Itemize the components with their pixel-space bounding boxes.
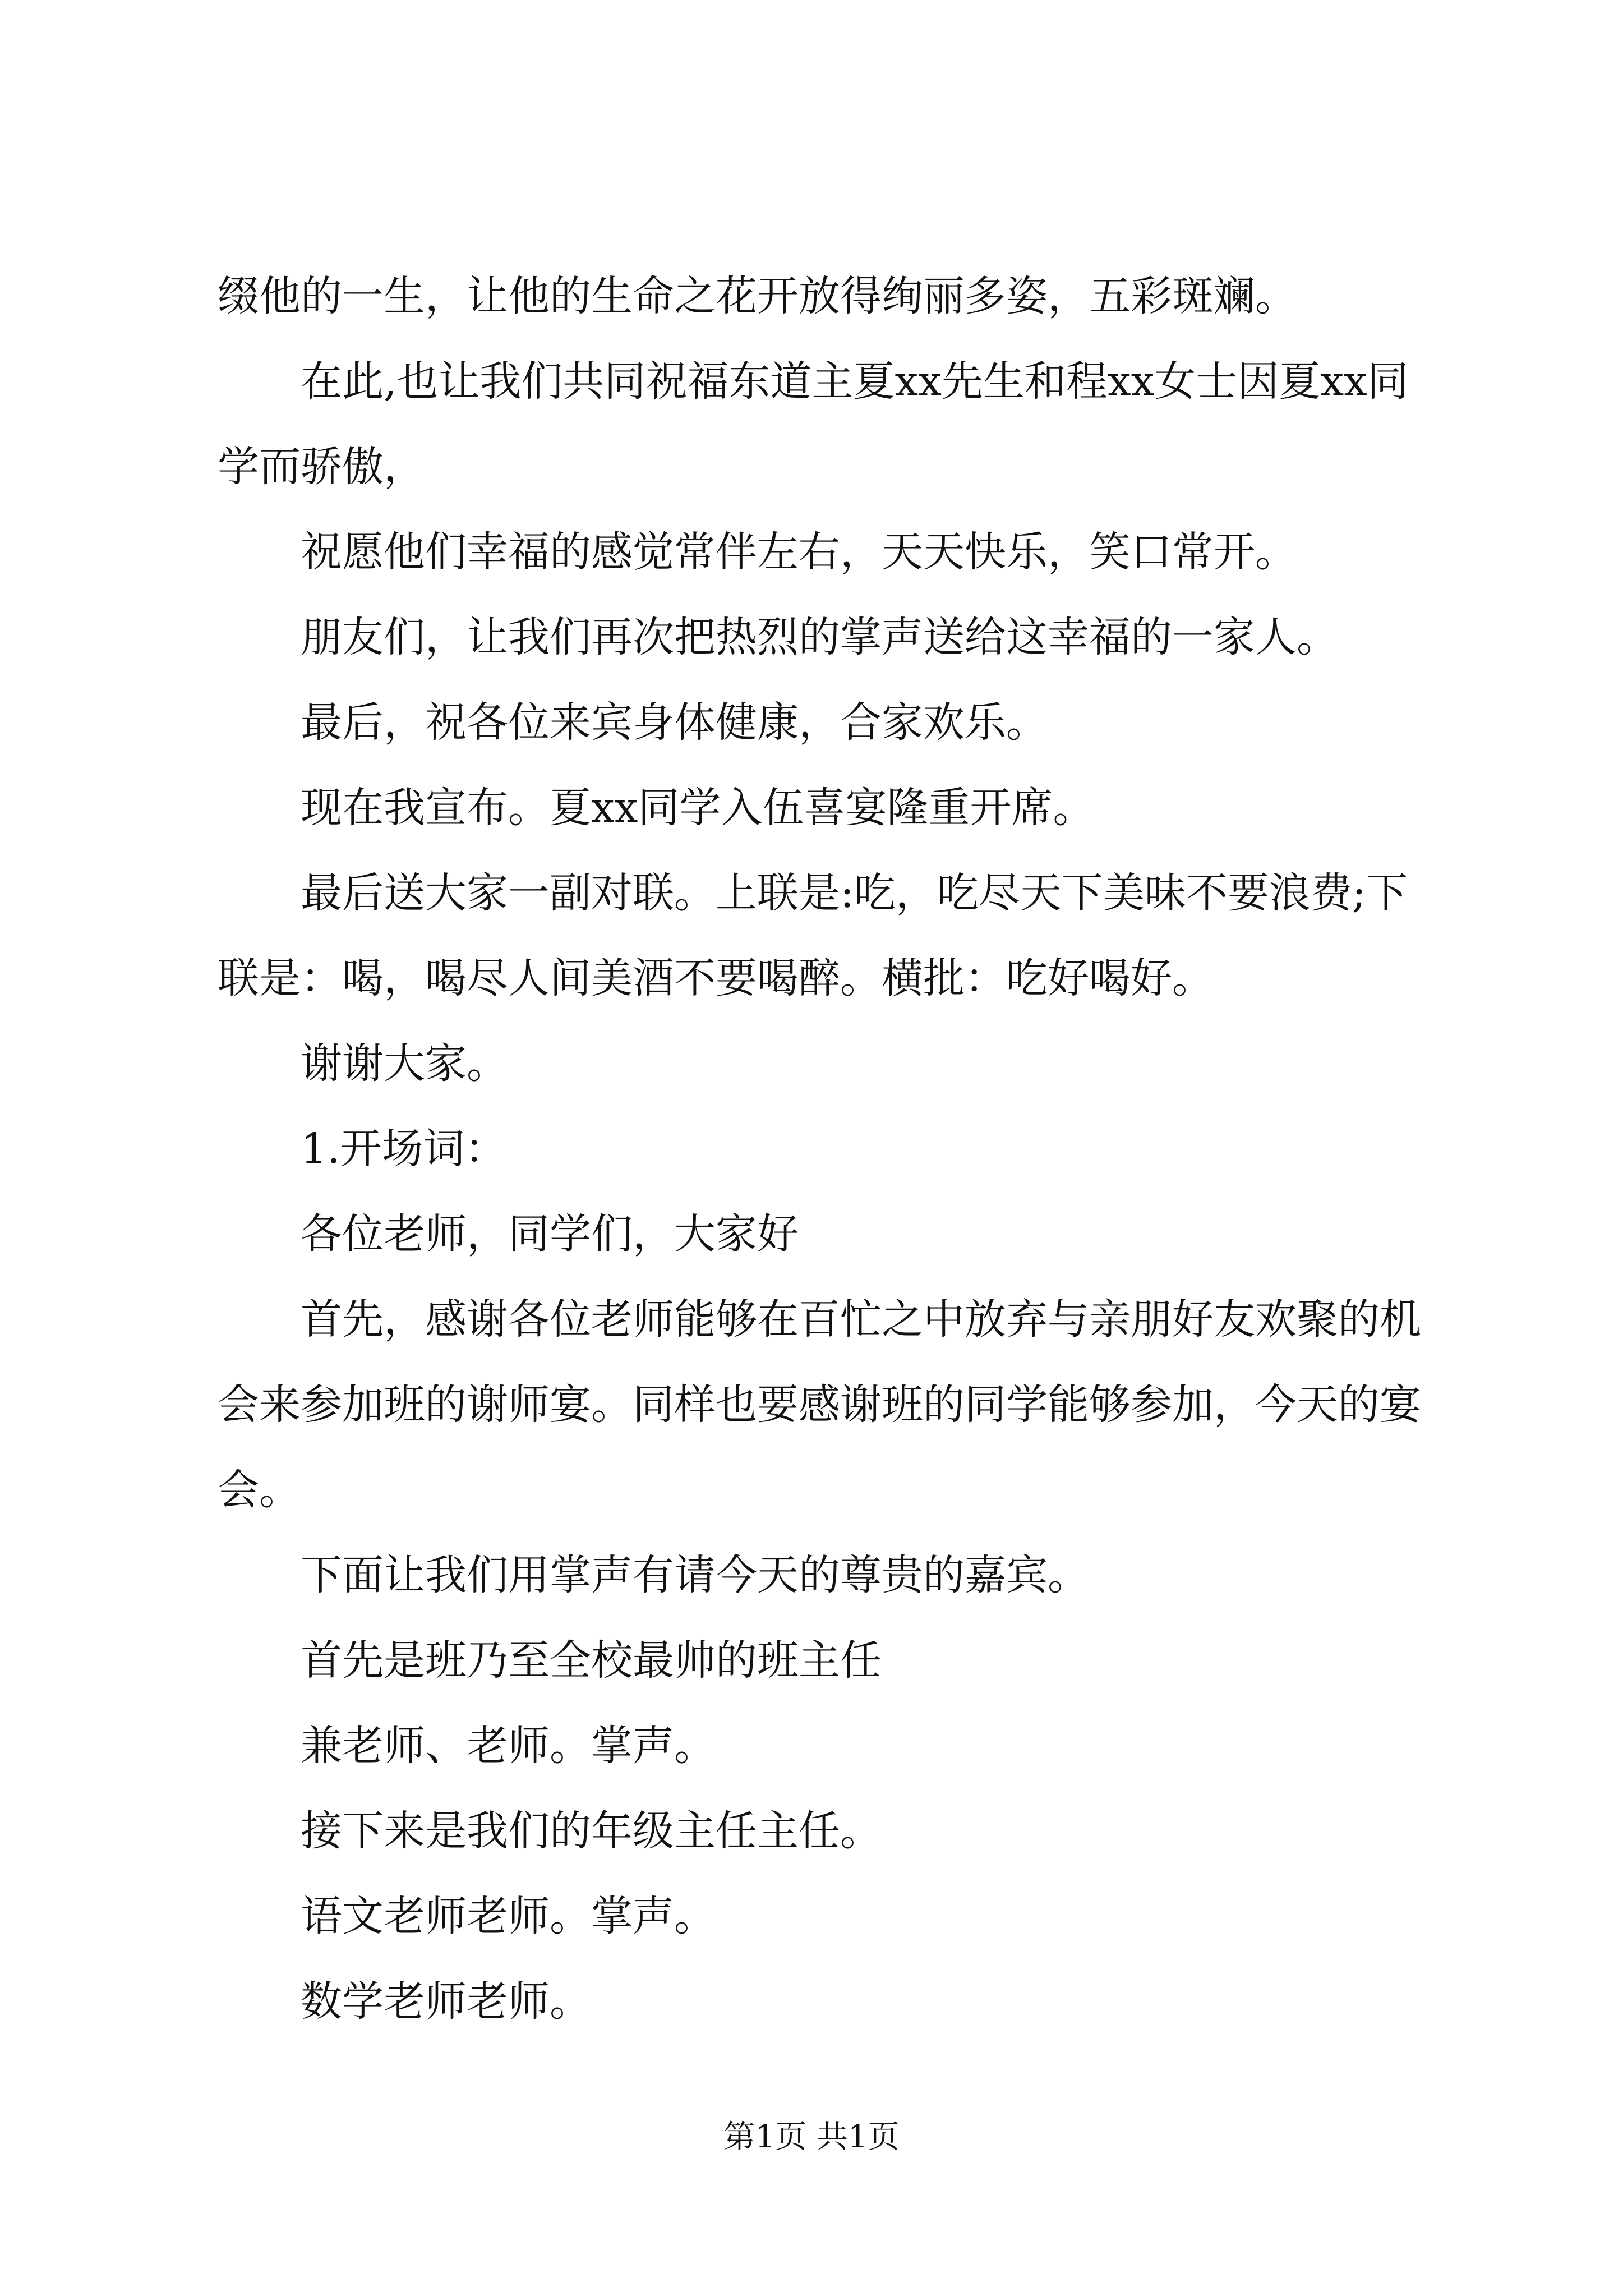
- paragraph-announce-banquet: 现在我宣布。夏xx同学入伍喜宴隆重开席。: [301, 784, 1095, 832]
- paragraph-couplet: 最后送大家一副对联。上联是:吃，吃尽天下美味不要浪费;下联是：喝，喝尽人间美酒不要喝醉。横批：吃好喝好。: [218, 869, 1408, 1002]
- paragraph-teachers-applause: 兼老师、老师。掌声。: [301, 1722, 716, 1770]
- paragraph-chinese-teacher: 语文老师老师。掌声。: [301, 1892, 716, 1940]
- document-body: [218, 254, 1440, 2044]
- paragraph-head-teacher: 首先是班乃至全校最帅的班主任: [301, 1636, 882, 1685]
- paragraph-math-teacher: 数学老师老师。: [301, 1977, 591, 2026]
- paragraph-greeting: 各位老师，同学们，大家好: [301, 1210, 799, 1258]
- paragraph-applause-family: 朋友们，让我们再次把热烈的掌声送给这幸福的一家人。: [301, 613, 1338, 661]
- paragraph-grade-director: 接下来是我们的年级主任主任。: [301, 1807, 882, 1855]
- paragraph-wish-guests: 最后，祝各位来宾身体健康，合家欢乐。: [301, 698, 1048, 747]
- page-footer: 第1页 共1页: [723, 2119, 900, 2155]
- paragraph-continuation: 缀他的一生，让他的生命之花开放得绚丽多姿，五彩斑斓。: [218, 272, 1297, 320]
- paragraph-blessing-hosts: 在此,也让我们共同祝福东道主夏xx先生和程xx女士因夏xx同学而骄傲，: [218, 357, 1409, 491]
- paragraph-wish-happiness: 祝愿他们幸福的感觉常伴左右，天天快乐，笑口常开。: [301, 528, 1297, 576]
- paragraph-thanks: 谢谢大家。: [301, 1039, 508, 1088]
- section-heading-opening: 1.开场词：: [301, 1125, 506, 1173]
- paragraph-invite-guests: 下面让我们用掌声有请今天的尊贵的嘉宾。: [301, 1551, 1089, 1599]
- paragraph-thank-teachers: 首先，感谢各位老师能够在百忙之中放弃与亲朋好友欢聚的机会来参加班的谢师宴。同样也要感谢班的同学能够参加，今天的宴会。: [218, 1295, 1421, 1514]
